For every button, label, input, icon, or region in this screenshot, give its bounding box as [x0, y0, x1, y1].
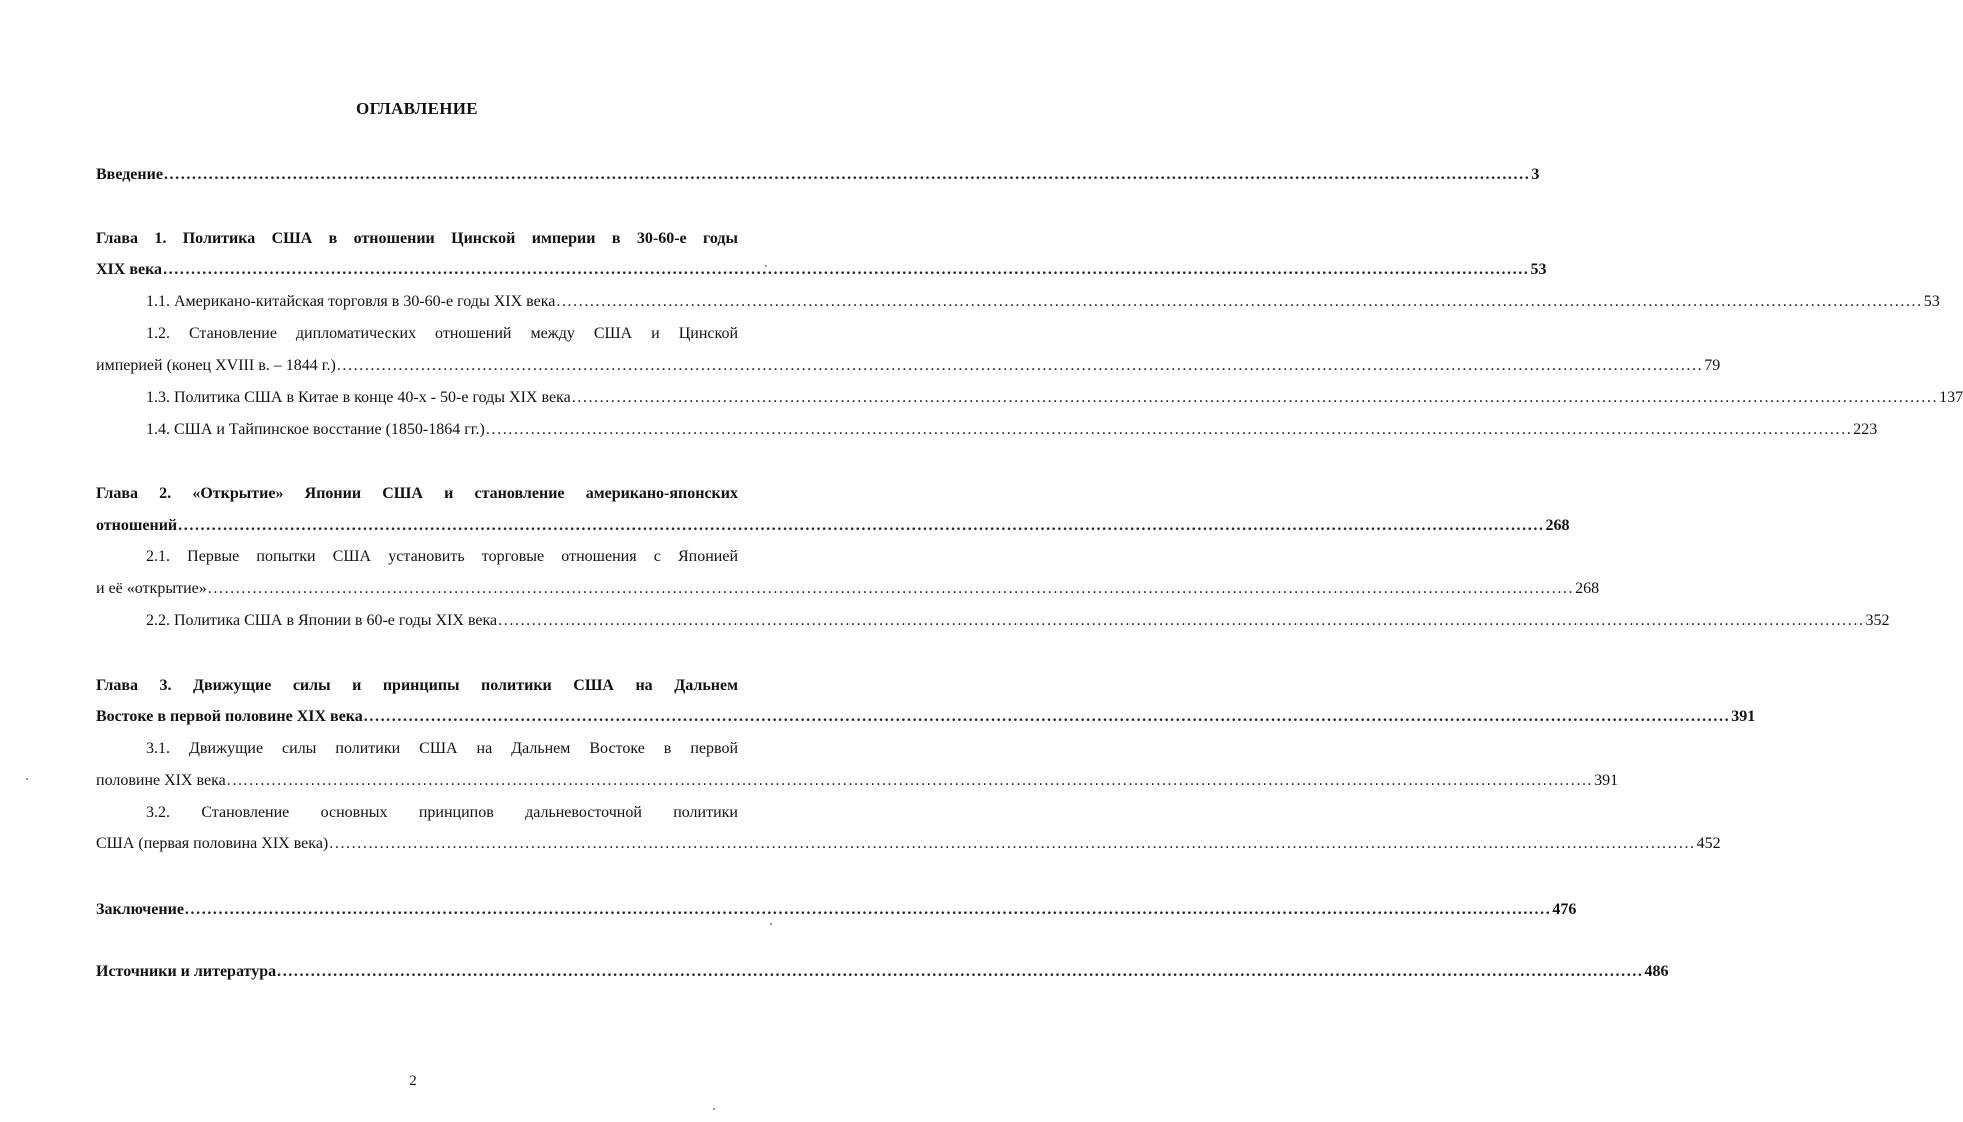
toc-label: 1.3. Политика США в Китае в конце 40-х - 50-е годы XIX века	[146, 389, 571, 406]
leader-dots	[227, 770, 1593, 792]
leader-dots	[208, 578, 1574, 600]
scan-speck	[26, 778, 28, 780]
toc-page: 137	[1939, 389, 1963, 406]
leader-dots	[185, 899, 1551, 921]
toc-entry-1-3[interactable]	[146, 387, 1963, 409]
toc-entry-1-4[interactable]	[146, 419, 1878, 441]
toc-chapter-1-title[interactable]: Глава 1. Политика США в отношении Цинской империи в 30-60-е годы	[96, 230, 738, 247]
leader-dots	[178, 515, 1544, 537]
toc-entry-3-1[interactable]	[96, 770, 1619, 792]
toc-label: 2.2. Политика США в Японии в 60-е годы XIX века	[146, 612, 498, 629]
toc-label: Введение	[96, 166, 163, 183]
toc-label: 1.4. США и Тайпинское восстание (1850-1864 гг.)	[146, 421, 485, 438]
toc-chapter-2-title[interactable]: Глава 2. «Открытие» Японии США и становление американо-японских	[96, 485, 738, 502]
toc-page: 268	[1575, 580, 1600, 597]
leader-dots	[329, 833, 1695, 855]
toc-page: 53	[1923, 293, 1940, 310]
scan-speck	[713, 1108, 715, 1110]
leader-dots	[337, 355, 1703, 377]
toc-page: 352	[1865, 612, 1890, 629]
toc-entry-intro[interactable]	[96, 164, 1540, 186]
toc-entry-1-2-line1[interactable]: 1.2. Становление дипломатических отношений между США и Цинской	[146, 325, 738, 342]
toc-page: 391	[1731, 708, 1756, 725]
leader-dots	[498, 610, 1864, 632]
leader-dots	[277, 961, 1643, 983]
leader-dots	[556, 291, 1922, 313]
leader-dots	[486, 419, 1852, 441]
toc-entry-1-2[interactable]	[96, 355, 1721, 377]
toc-label: отношений	[96, 517, 178, 534]
page-title: ОГЛАВЛЕНИЕ	[356, 99, 478, 118]
toc-entry-2-1[interactable]	[96, 578, 1600, 600]
toc-entry-1-1[interactable]	[146, 291, 1940, 313]
toc-entry-3-1-line1[interactable]: 3.1. Движущие силы политики США на Дальнем Востоке в первой	[146, 740, 738, 757]
toc-entry-3-2[interactable]	[96, 833, 1721, 855]
toc-label: 1.1. Американо-китайская торговля в 30-60-е годы XIX века	[146, 293, 556, 310]
toc-entry-chapter-3[interactable]	[96, 706, 1756, 728]
toc-page: 223	[1853, 421, 1878, 438]
leader-dots	[572, 387, 1938, 409]
toc-label: Заключение	[96, 901, 184, 918]
toc-label: Востоке в первой половине XIX века	[96, 708, 363, 725]
scan-speck	[765, 265, 767, 267]
toc-page: 391	[1594, 772, 1619, 789]
leader-dots	[163, 259, 1529, 281]
toc-label: США (первая половина XIX века)	[96, 835, 329, 852]
toc-entry-conclusion[interactable]	[96, 899, 1577, 921]
toc-chapter-3-title[interactable]: Глава 3. Движущие силы и принципы политики США на Дальнем	[96, 677, 738, 694]
toc-label: империей (конец XVIII в. – 1844 г.)	[96, 357, 336, 374]
scan-speck	[770, 923, 772, 925]
toc-page: 53	[1530, 261, 1547, 278]
toc-page: 476	[1552, 901, 1577, 918]
toc-page: 79	[1704, 357, 1721, 374]
toc-page: 3	[1531, 166, 1540, 183]
toc-entry-chapter-1[interactable]	[96, 259, 1547, 281]
toc-entry-3-2-line1[interactable]: 3.2. Становление основных принципов дальневосточной политики	[146, 804, 738, 821]
toc-entry-chapter-2[interactable]	[96, 515, 1570, 537]
toc-entry-sources[interactable]	[96, 961, 1669, 983]
toc-entry-2-1-line1[interactable]: 2.1. Первые попытки США установить торговые отношения с Японией	[146, 548, 738, 565]
toc-label: Источники и литература	[96, 963, 277, 980]
leader-dots	[164, 164, 1530, 186]
page-number: 2	[409, 1073, 417, 1089]
toc-page: 486	[1644, 963, 1669, 980]
toc-page: 268	[1545, 517, 1570, 534]
toc-label: и её «открытие»	[96, 580, 207, 597]
toc-label: половине XIX века	[96, 772, 226, 789]
toc-entry-2-2[interactable]	[146, 610, 1890, 632]
leader-dots	[364, 706, 1730, 728]
toc-page: 452	[1696, 835, 1721, 852]
toc-label: XIX века	[96, 261, 163, 278]
